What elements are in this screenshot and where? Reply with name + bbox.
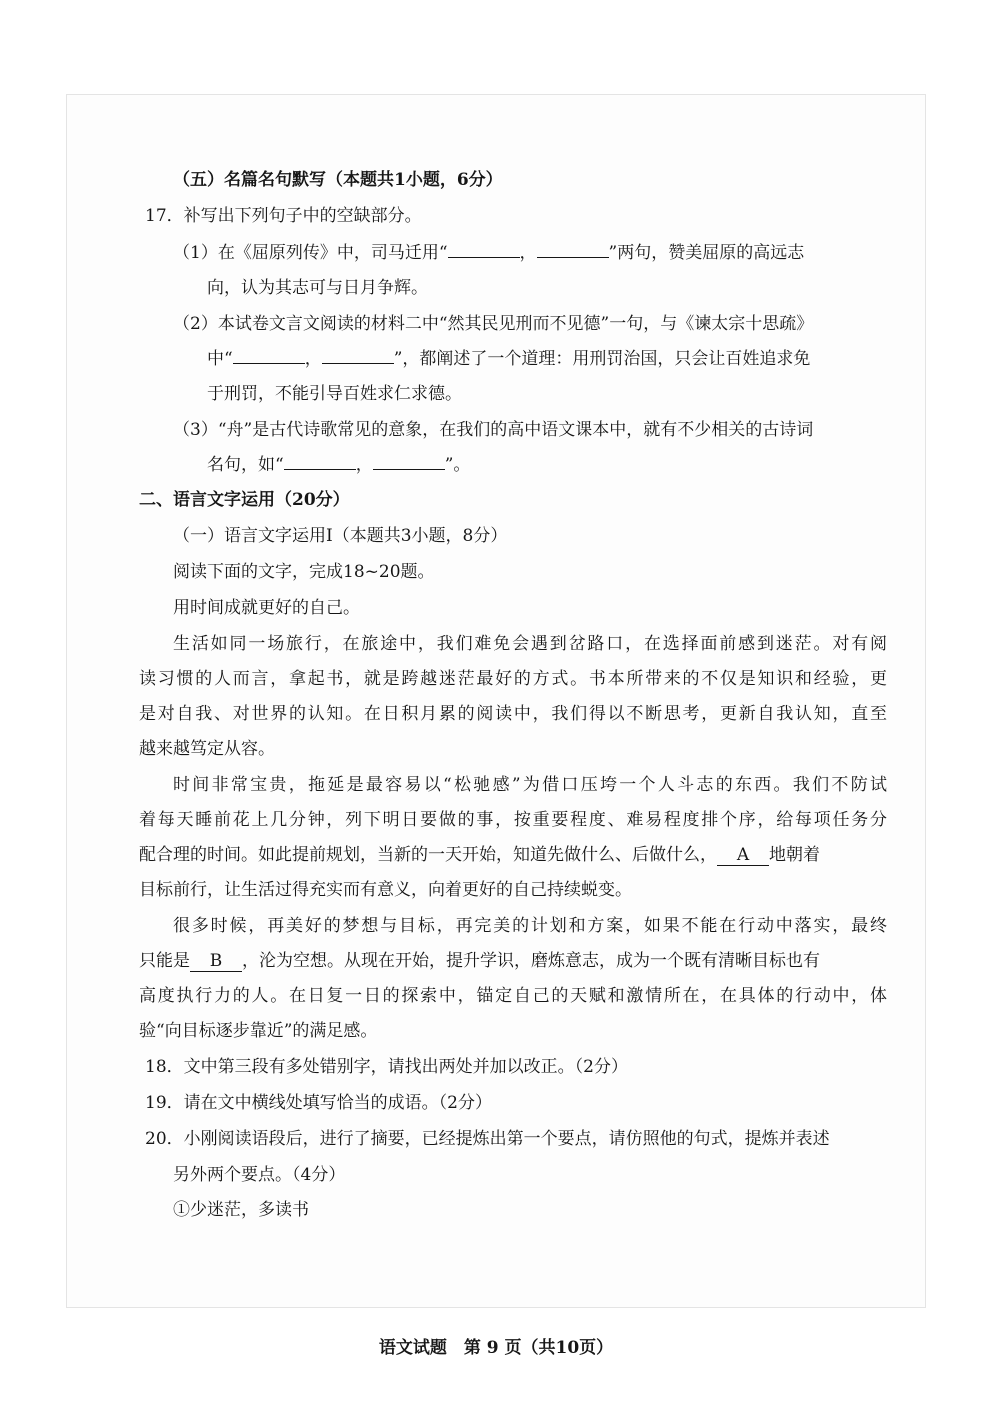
- text: 中“: [207, 349, 233, 369]
- answer-blank[interactable]: [233, 349, 305, 364]
- passage-p3-line2: [139, 948, 820, 974]
- passage-p1-line2: 读习惯的人而言，拿起书，就是跨越迷茫最好的方式。书本所带来的不仅是知识和经验，更: [139, 669, 887, 689]
- question-17-sub2-line2: [207, 346, 810, 372]
- question-20-line1: 20．小刚阅读语段后，进行了摘要，已经提炼出第一个要点，请仿照他的句式，提炼并表述: [145, 1129, 830, 1149]
- text: ”。: [444, 455, 471, 475]
- text: ，: [304, 349, 322, 369]
- passage-p1-line3: 是对自我、对世界的认知。在日积月累的阅读中，我们得以不断思考，更新自我认知，直至: [139, 704, 887, 724]
- part-2-subheading: （一）语言文字运用Ⅰ（本题共3小题，8分）: [173, 526, 508, 546]
- text: ”两句，赞美屈原的高远志: [608, 243, 805, 263]
- passage-p3-line4: 验“向目标逐步靠近”的满足感。: [139, 1021, 378, 1041]
- page-footer: 语文试题 第 9 页（共10页）: [378, 1338, 614, 1358]
- question-18: 18．文中第三段有多处错别字，请找出两处并加以改正。（2分）: [145, 1057, 628, 1077]
- question-19: 19．请在文中横线处填写恰当的成语。（2分）: [145, 1093, 492, 1113]
- question-17-sub1-line2: 向，认为其志可与日月争辉。: [207, 278, 428, 298]
- passage-title: 用时间成就更好的自己。: [173, 598, 360, 618]
- question-17-stem: 17．补写出下列句子中的空缺部分。: [145, 206, 422, 226]
- passage-p1-line1: 生活如同一场旅行，在旅途中，我们难免会遇到岔路口，在选择面前感到迷茫。对有阅: [173, 634, 887, 654]
- answer-blank[interactable]: [284, 455, 356, 470]
- passage-p2-line2: 着每天睡前花上几分钟，列下明日要做的事，按重要程度、难易程度排个序，给每项任务分: [139, 810, 887, 830]
- text: （1）在《屈原列传》中，司马迁用“: [173, 243, 448, 263]
- answer-blank[interactable]: [322, 349, 394, 364]
- question-20-line2: 另外两个要点。（4分）: [173, 1165, 346, 1185]
- passage-p1-line4: 越来越笃定从容。: [139, 739, 275, 759]
- passage-p2-line3: [139, 842, 820, 868]
- question-17-sub3-line1: （3）“舟”是古代诗歌常见的意象，在我们的高中语文课本中，就有不少相关的古诗词: [173, 420, 814, 440]
- question-20-example: ①少迷茫，多读书: [173, 1200, 309, 1220]
- passage-p2-line4: 目标前行，让生活过得充实而有意义，向着更好的自己持续蜕变。: [139, 880, 632, 900]
- passage-p3-line1: 很多时候，再美好的梦想与目标，再完美的计划和方案，如果不能在行动中落实，最终: [173, 916, 887, 936]
- passage-p3-line3: 高度执行力的人。在日复一日的探索中，锚定自己的天赋和激情所在，在具体的行动中，体: [139, 986, 887, 1006]
- question-17-sub2-line3: 于刑罚，不能引导百姓求仁求德。: [207, 384, 462, 404]
- text: ，: [519, 243, 537, 263]
- blank-a[interactable]: A: [717, 845, 769, 866]
- question-17-sub1-line1: [173, 240, 804, 266]
- answer-blank[interactable]: [373, 455, 445, 470]
- part-2-heading: 二、语言文字运用（20分）: [139, 490, 350, 510]
- text: ”，都阐述了一个道理：用刑罚治国，只会让百姓追求免: [393, 349, 811, 369]
- exam-page: [66, 94, 926, 1358]
- passage-p2-line1: 时间非常宝贵，拖延是最容易以“松驰感”为借口压垮一个人斗志的东西。我们不防试: [173, 775, 887, 795]
- answer-blank[interactable]: [448, 243, 520, 258]
- question-17-sub3-line2: [207, 452, 470, 478]
- text: 名句，如“: [207, 455, 284, 475]
- text: 地朝着: [769, 845, 820, 865]
- text: ，沦为空想。从现在开始，提升学识，磨炼意志，成为一个既有清晰目标也有: [242, 951, 820, 971]
- question-17-sub2-line1: （2）本试卷文言文阅读的材料二中“然其民见刑而不见德”一句，与《谏太宗十思疏》: [173, 314, 814, 334]
- text: 配合理的时间。如此提前规划，当新的一天开始，知道先做什么、后做什么，: [139, 845, 717, 865]
- blank-b[interactable]: B: [190, 951, 242, 972]
- text: 只能是: [139, 951, 190, 971]
- reading-instruction: 阅读下面的文字，完成18~20题。: [173, 562, 435, 582]
- answer-blank[interactable]: [537, 243, 609, 258]
- text: ，: [355, 455, 373, 475]
- section-heading: （五）名篇名句默写（本题共1小题，6分）: [173, 170, 503, 190]
